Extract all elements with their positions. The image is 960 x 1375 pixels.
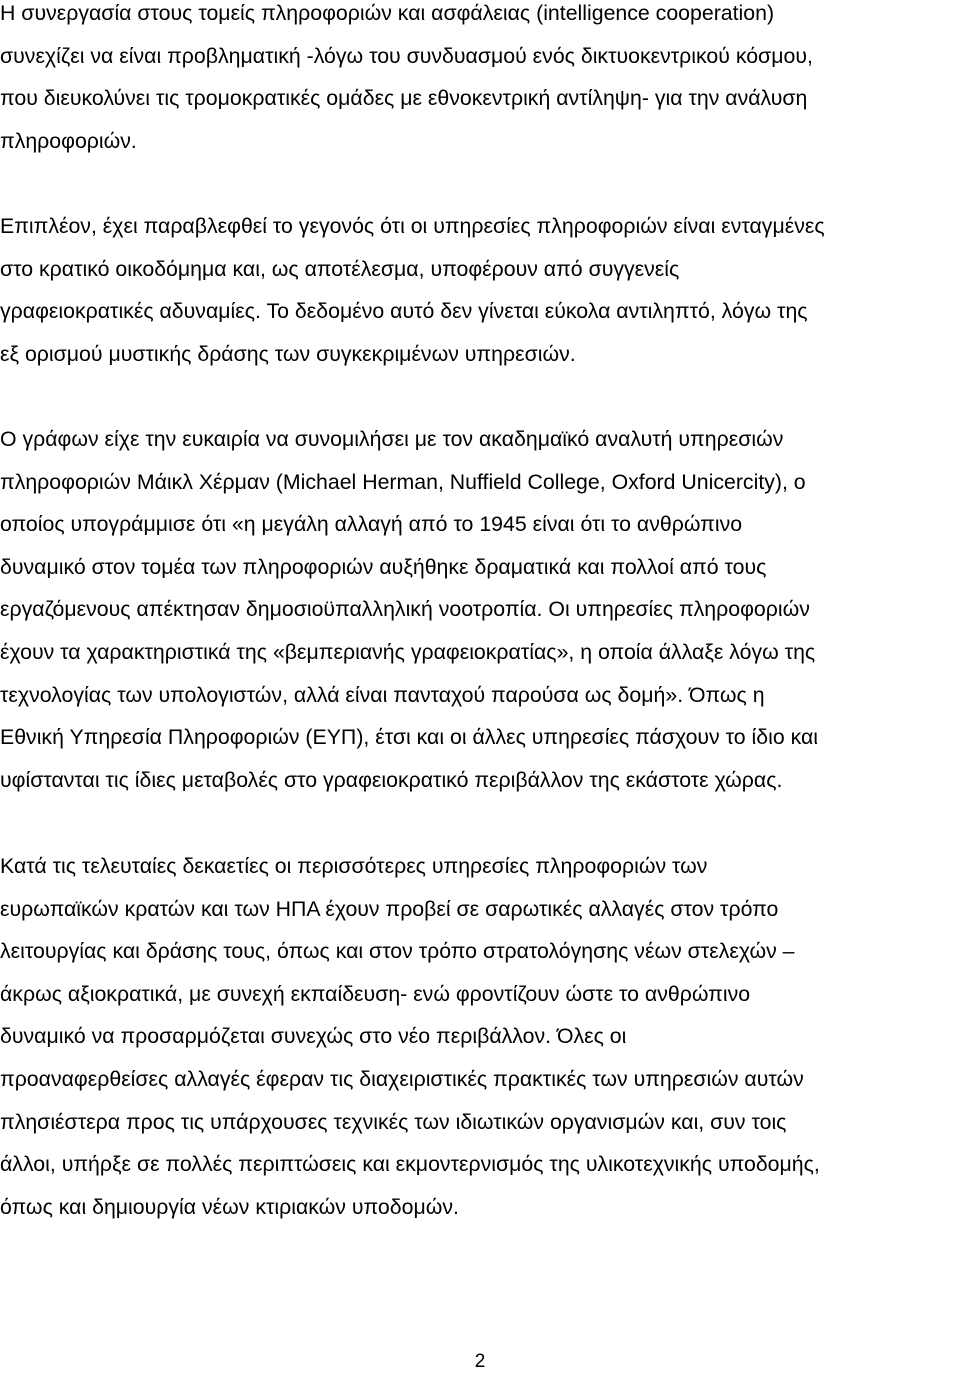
text-line: εξ ορισμού μυστικής δράσης των συγκεκριμένων υπηρεσιών. [0, 341, 576, 366]
text-line: τεχνολογίας των υπολογιστών, αλλά είναι πανταχού παρούσα ως δομή». Όπως η [0, 682, 765, 707]
text-line: δυναμικό να προσαρμόζεται συνεχώς στο νέο περιβάλλον. Όλες οι [0, 1024, 627, 1049]
text-line: στο κρατικό οικοδόμημα και, ως αποτέλεσμα, υποφέρουν από συγγενείς [0, 256, 680, 281]
paragraph-intelligence-cooperation [0, 0, 960, 162]
text-line: υφίστανται τις ίδιες μεταβολές στο γραφειοκρατικό περιβάλλον της εκάστοτε χώρας. [0, 767, 783, 792]
paragraph-recent-changes [0, 845, 960, 1228]
text-line: ευρωπαϊκών κρατών και των ΗΠΑ έχουν προβεί σε σαρωτικές αλλαγές στον τρόπο [0, 896, 779, 921]
text-line: εργαζόμενους απέκτησαν δημοσιοϋπαλληλική νοοτροπία. Οι υπηρεσίες πληροφοριών [0, 597, 810, 622]
text-line: πληροφοριών. [0, 128, 137, 153]
paragraph-bureaucratic-weaknesses [0, 205, 960, 375]
text-line: Επιπλέον, έχει παραβλεφθεί το γεγονός ότι οι υπηρεσίες πληροφοριών είναι ενταγμένες [0, 214, 825, 238]
text-line: άλλοι, υπήρξε σε πολλές περιπτώσεις και εκμοντερνισμός της υλικοτεχνικής υποδομής, [0, 1152, 820, 1177]
text-line: πλησιέστερα προς τις υπάρχουσες τεχνικές των ιδιωτικών οργανισμών και, συν τοις [0, 1109, 787, 1134]
text-line: Ο γράφων είχε την ευκαιρία να συνομιλήσει με τον ακαδημαϊκό αναλυτή υπηρεσιών [0, 427, 784, 451]
text-line: Η συνεργασία στους τομείς πληροφοριών και ασφάλειας (intelligence cooperation) [0, 1, 775, 25]
paragraph-herman-interview [0, 418, 960, 801]
text-line: λειτουργίας και δράσης τους, όπως και στον τρόπο στρατολόγησης νέων στελεχών – [0, 939, 795, 964]
text-line: δυναμικό στον τομέα των πληροφοριών αυξήθηκε δραματικά και πολλοί από τους [0, 554, 767, 579]
text-line: Εθνική Υπηρεσία Πληροφοριών (ΕΥΠ), έτσι και οι άλλες υπηρεσίες πάσχουν το ίδιο και [0, 725, 819, 750]
text-line: συνεχίζει να είναι προβληματική -λόγω του συνδυασμού ενός δικτυοκεντρικού κόσμου, [0, 43, 813, 68]
text-line: έχουν τα χαρακτηριστικά της «βεμπεριανής γραφειοκρατίας», η οποία άλλαξε λόγω της [0, 639, 816, 664]
text-line: γραφειοκρατικές αδυναμίες. Το δεδομένο αυτό δεν γίνεται εύκολα αντιληπτό, λόγω της [0, 299, 808, 324]
page-number: 2 [474, 1351, 486, 1372]
text-line: Κατά τις τελευταίες δεκαετίες οι περισσότερες υπηρεσίες πληροφοριών των [0, 854, 708, 878]
text-line: που διευκολύνει τις τρομοκρατικές ομάδες με εθνοκεντρική αντίληψη- για την ανάλυση [0, 86, 808, 111]
text-line: άκρως αξιοκρατικά, με συνεχή εκπαίδευση- ενώ φροντίζουν ώστε το ανθρώπινο [0, 981, 751, 1006]
text-line: όπως και δημιουργία νέων κτιριακών υποδομών. [0, 1194, 459, 1219]
text-line: οποίος υπογράμμισε ότι «η μεγάλη αλλαγή από το 1945 είναι ότι το ανθρώπινο [0, 512, 743, 537]
text-line: προαναφερθείσες αλλαγές έφεραν τις διαχειριστικές πρακτικές των υπηρεσιών αυτών [0, 1066, 804, 1091]
text-line: πληροφοριών Μάικλ Χέρμαν (Michael Herman, Nuffield College, Oxford Unicercity), ο [0, 469, 806, 494]
